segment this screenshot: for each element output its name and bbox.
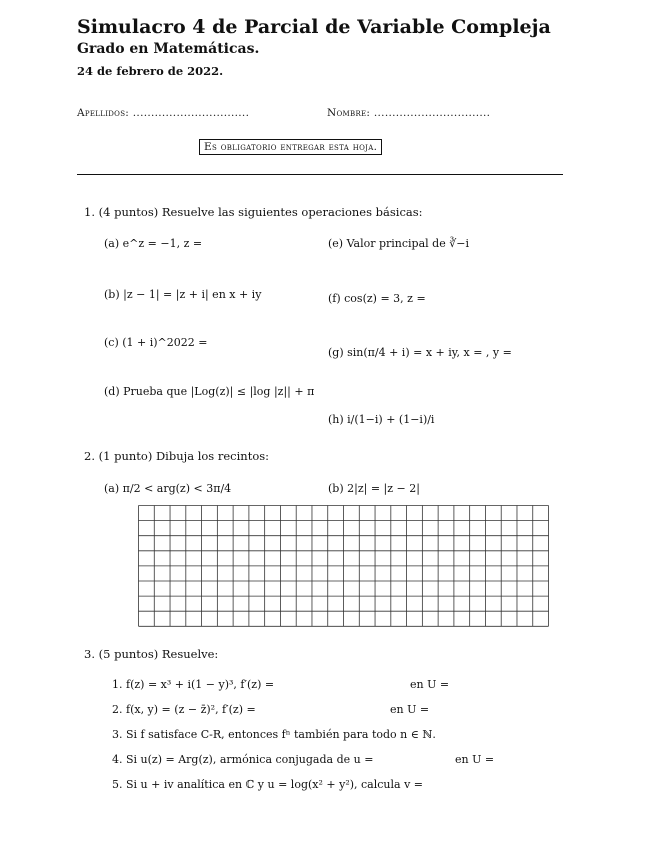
mandatory-notice: Es obligatorio entregar esta hoja. (199, 139, 382, 155)
grid-svg (138, 505, 549, 627)
question-3-item-1 (112, 678, 274, 691)
document-subtitle: Grado en Matemáticas. (77, 41, 260, 57)
question-3-item-5 (112, 778, 423, 791)
question-3 (84, 647, 218, 661)
question-3-item-1-tail: en U = (410, 678, 450, 691)
question-3-item-number: 3. (112, 728, 123, 741)
question-3-item-number: 4. (112, 753, 123, 766)
question-3-item-number: 1. (112, 678, 123, 691)
question-2-number: 2. (84, 449, 95, 463)
question-1b: (b) |z − 1| = |z + i| en x + iy (104, 288, 262, 301)
surname-label: Apellidos: (77, 107, 130, 119)
question-3-item-2-tail: en U = (390, 703, 430, 716)
question-3-item-number: 5. (112, 778, 123, 791)
header-divider (77, 174, 563, 175)
question-1e: (e) Valor principal de ∛−i (328, 237, 469, 250)
question-1-text: (4 puntos) Resuelve las siguientes operaciones básicas: (98, 205, 423, 219)
surname-field[interactable] (77, 107, 249, 119)
question-2-text: (1 punto) Dibuja los recintos: (98, 449, 270, 463)
question-1-number: 1. (84, 205, 95, 219)
question-3-item-4 (112, 753, 373, 766)
question-3-item-text: f(x, y) = (z − z̄)², f′(z) = (126, 703, 256, 716)
question-1f: (f) cos(z) = 3, z = (328, 292, 426, 305)
document-date: 24 de febrero de 2022. (77, 64, 224, 78)
question-3-item-text: Si u(z) = Arg(z), armónica conjugada de u = (126, 753, 374, 766)
name-dots: ................................ (373, 107, 491, 119)
name-label: Nombre: (327, 107, 371, 119)
question-3-item-3 (112, 728, 436, 741)
question-3-number: 3. (84, 647, 95, 661)
question-3-item-2 (112, 703, 256, 716)
question-1c: (c) (1 + i)^2022 = (104, 336, 208, 349)
question-3-text: (5 puntos) Resuelve: (98, 647, 219, 661)
question-1d: (d) Prueba que |Log(z)| ≤ |log |z|| + π (104, 385, 315, 398)
question-2 (84, 449, 269, 463)
drawing-grid[interactable] (138, 505, 549, 627)
surname-dots: ................................ (132, 107, 250, 119)
question-3-item-text: f(z) = x³ + i(1 − y)³, f′(z) = (126, 678, 275, 691)
question-3-item-4-tail: en U = (455, 753, 495, 766)
question-1h: (h) i/(1−i) + (1−i)/i (328, 413, 435, 426)
document-title: Simulacro 4 de Parcial de Variable Compleja (77, 16, 551, 38)
question-3-item-number: 2. (112, 703, 123, 716)
question-1 (84, 205, 423, 219)
question-3-item-text: Si u + iv analítica en ℂ y u = log(x² + y²), calcula v = (126, 778, 423, 791)
name-field[interactable] (327, 107, 490, 119)
question-1a: (a) e^z = −1, z = (104, 237, 203, 250)
question-2a: (a) π/2 < arg(z) < 3π/4 (104, 482, 232, 495)
question-2b: (b) 2|z| = |z − 2| (328, 482, 420, 495)
question-3-item-text: Si f satisface C-R, entonces fⁿ también para todo n ∈ ℕ. (126, 728, 436, 741)
question-1g: (g) sin(π/4 + i) = x + iy, x = , y = (328, 346, 512, 359)
